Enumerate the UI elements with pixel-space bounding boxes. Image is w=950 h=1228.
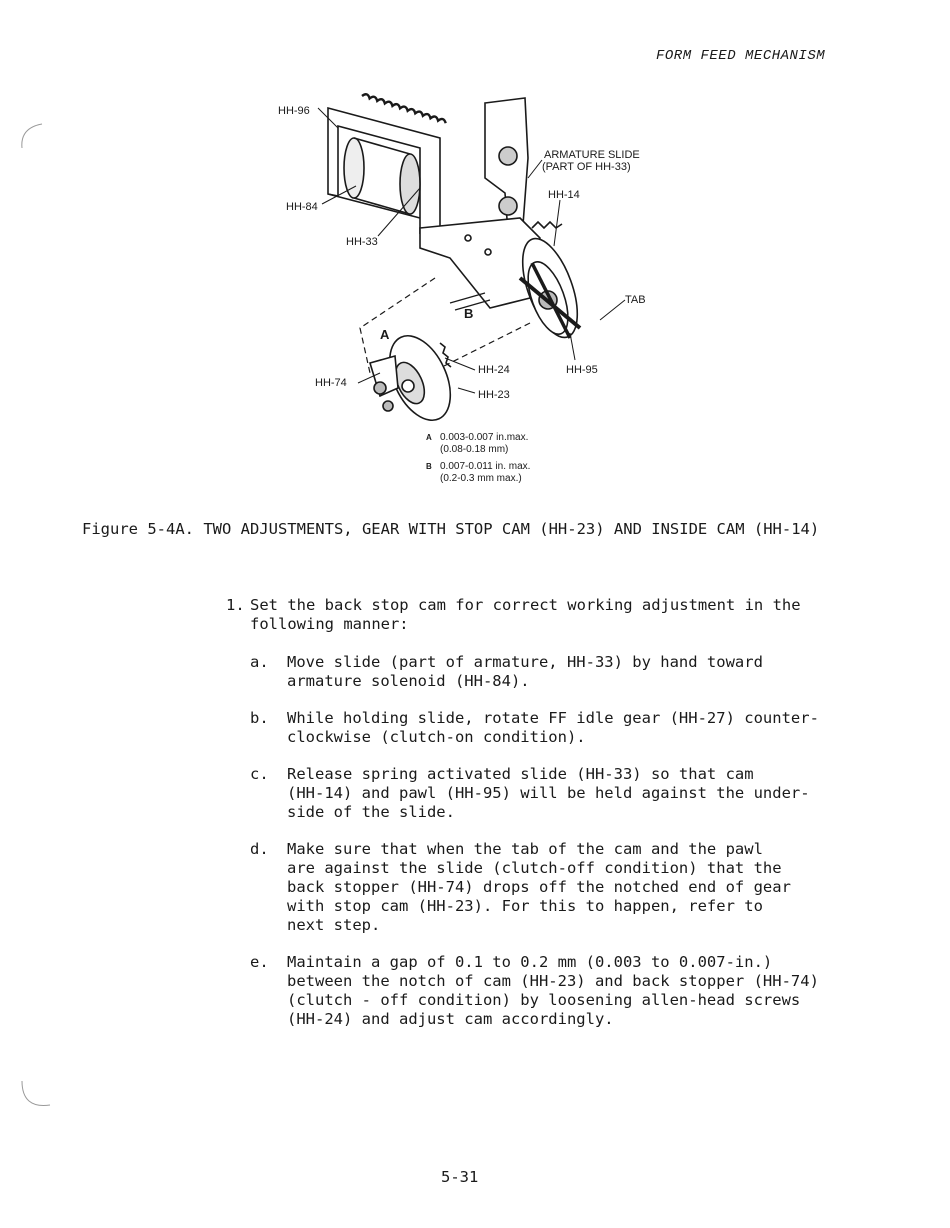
page-number: 5-31 [441,1168,479,1186]
substep-d-text: Make sure that when the tab of the cam and the pawl are against the slide (clutch-off condition) that the back stopper (HH-74) drops off the notched end of gear with stop cam (HH-23). For this to happen, refer to next step. [287,840,791,934]
substep-c-text: Release spring activated slide (HH-33) so that cam (HH-14) and pawl (HH-95) will be held against the under- side of the slide. [287,765,810,821]
label-hh24: HH-24 [478,364,510,376]
substep-c-letter: c. [250,765,269,783]
legend-a-key: A [426,433,432,442]
adjustment-legend [426,432,530,484]
figure-caption: Figure 5-4A. TWO ADJUSTMENTS, GEAR WITH STOP CAM (HH-23) AND INSIDE CAM (HH-14) [82,520,820,538]
binder-hole-mark-bottom [14,1075,54,1115]
mechanism-illustration [270,88,670,488]
substep-e-letter: e. [250,953,269,971]
substep-b-letter: b. [250,709,269,727]
substep-b-text: While holding slide, rotate FF idle gear (HH-27) counter- clockwise (clutch-on condition). [287,709,819,746]
binder-hole-mark-top [14,120,44,160]
step-1-text: Set the back stop cam for correct working adjustment in the following manner: [250,596,801,633]
substep-d-letter: d. [250,840,269,858]
label-hh33: HH-33 [346,236,378,248]
substep-e-text: Maintain a gap of 0.1 to 0.2 mm (0.003 to 0.007-in.) between the notch of cam (HH-23) and back stopper (HH-74) (clutch - off condition) by loosening allen-head screws (HH-24) and adjust cam accordingly. [287,953,819,1028]
label-hh95: HH-95 [566,364,598,376]
legend-b-key: B [426,462,432,471]
legend-b-line1: 0.007-0.011 in. max. [440,461,531,472]
label-armature-slide: ARMATURE SLIDE [544,149,640,161]
legend-a-line2: (0.08-0.18 mm) [440,444,509,455]
label-hh23: HH-23 [478,389,510,401]
substep-a-text: Move slide (part of armature, HH-33) by hand toward armature solenoid (HH-84). [287,653,763,690]
label-a: A [380,327,390,342]
page-header: FORM FEED MECHANISM [656,48,826,64]
label-tab: TAB [625,294,646,306]
label-armature-part: (PART OF HH-33) [542,161,631,173]
substep-a-letter: a. [250,653,269,671]
label-hh84: HH-84 [286,201,318,213]
label-hh96: HH-96 [278,105,310,117]
label-hh74: HH-74 [315,377,347,389]
legend-a-line1: 0.003-0.007 in.max. [440,432,529,443]
label-hh14: HH-14 [548,189,580,201]
label-b: B [464,306,474,321]
legend-b-line2: (0.2-0.3 mm max.) [440,473,522,484]
step-1-number: 1. [226,596,245,614]
